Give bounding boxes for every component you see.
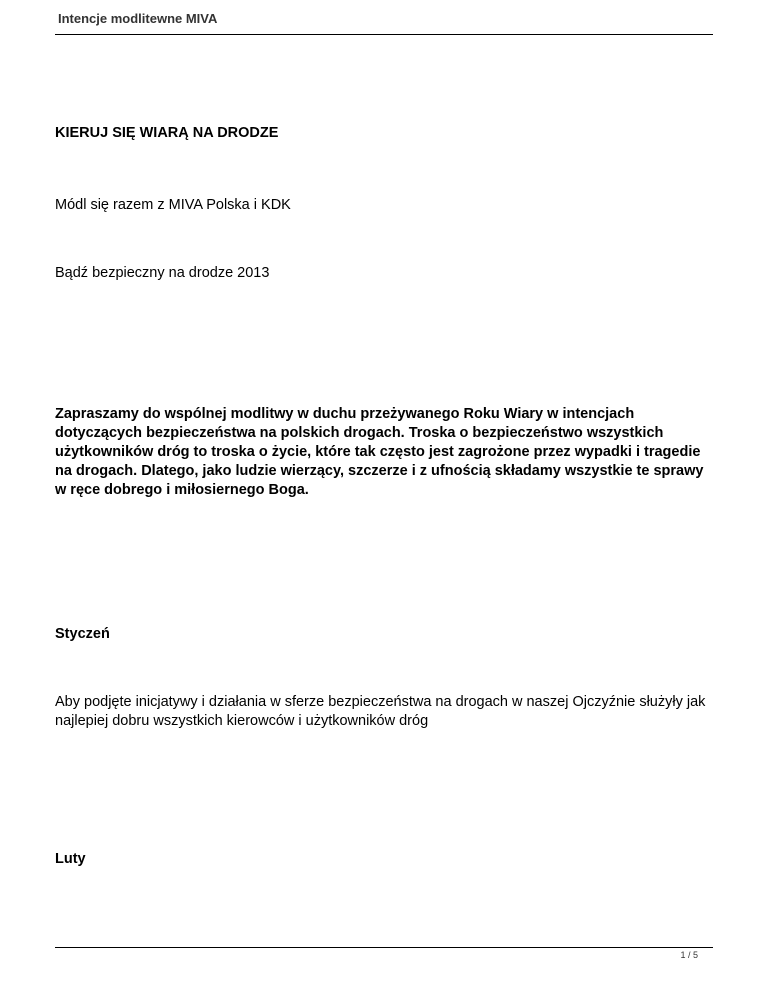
subtitle-year-line: Bądź bezpieczny na drodze 2013 xyxy=(55,265,270,281)
subtitle-line: Módl się razem z MIVA Polska i KDK xyxy=(55,197,291,213)
footer-divider xyxy=(55,947,713,948)
month-heading-february: Luty xyxy=(55,851,86,867)
intro-paragraph: Zapraszamy do wspólnej modlitwy w duchu przeżywanego Roku Wiary w intencjach dotyczących bezpieczeństwa na polskich drogach. Troska o bezpieczeństwo wszystkich użytkowników dróg to troska o życie, które tak często jest zagrożone przez wypadki i tragedie na drogach. Dlatego, jako ludzie wierzący, szczerze i z ufnością składamy wszystkie te sprawy w ręce dobrego i miłosiernego Boga. xyxy=(55,406,704,498)
header-divider xyxy=(55,34,713,35)
page-heading: KIERUJ SIĘ WIARĄ NA DRODZE xyxy=(55,125,279,141)
document-header-title: Intencje modlitewne MIVA xyxy=(58,11,218,26)
month-intention-january: Aby podjęte inicjatywy i działania w sferze bezpieczeństwa na drogach w naszej Ojczyźnie służyły jak najlepiej dobru wszystkich kierowców i użytkowników dróg xyxy=(55,694,706,729)
month-heading-january: Styczeń xyxy=(55,626,110,642)
page-number: 1 / 5 xyxy=(680,950,698,960)
